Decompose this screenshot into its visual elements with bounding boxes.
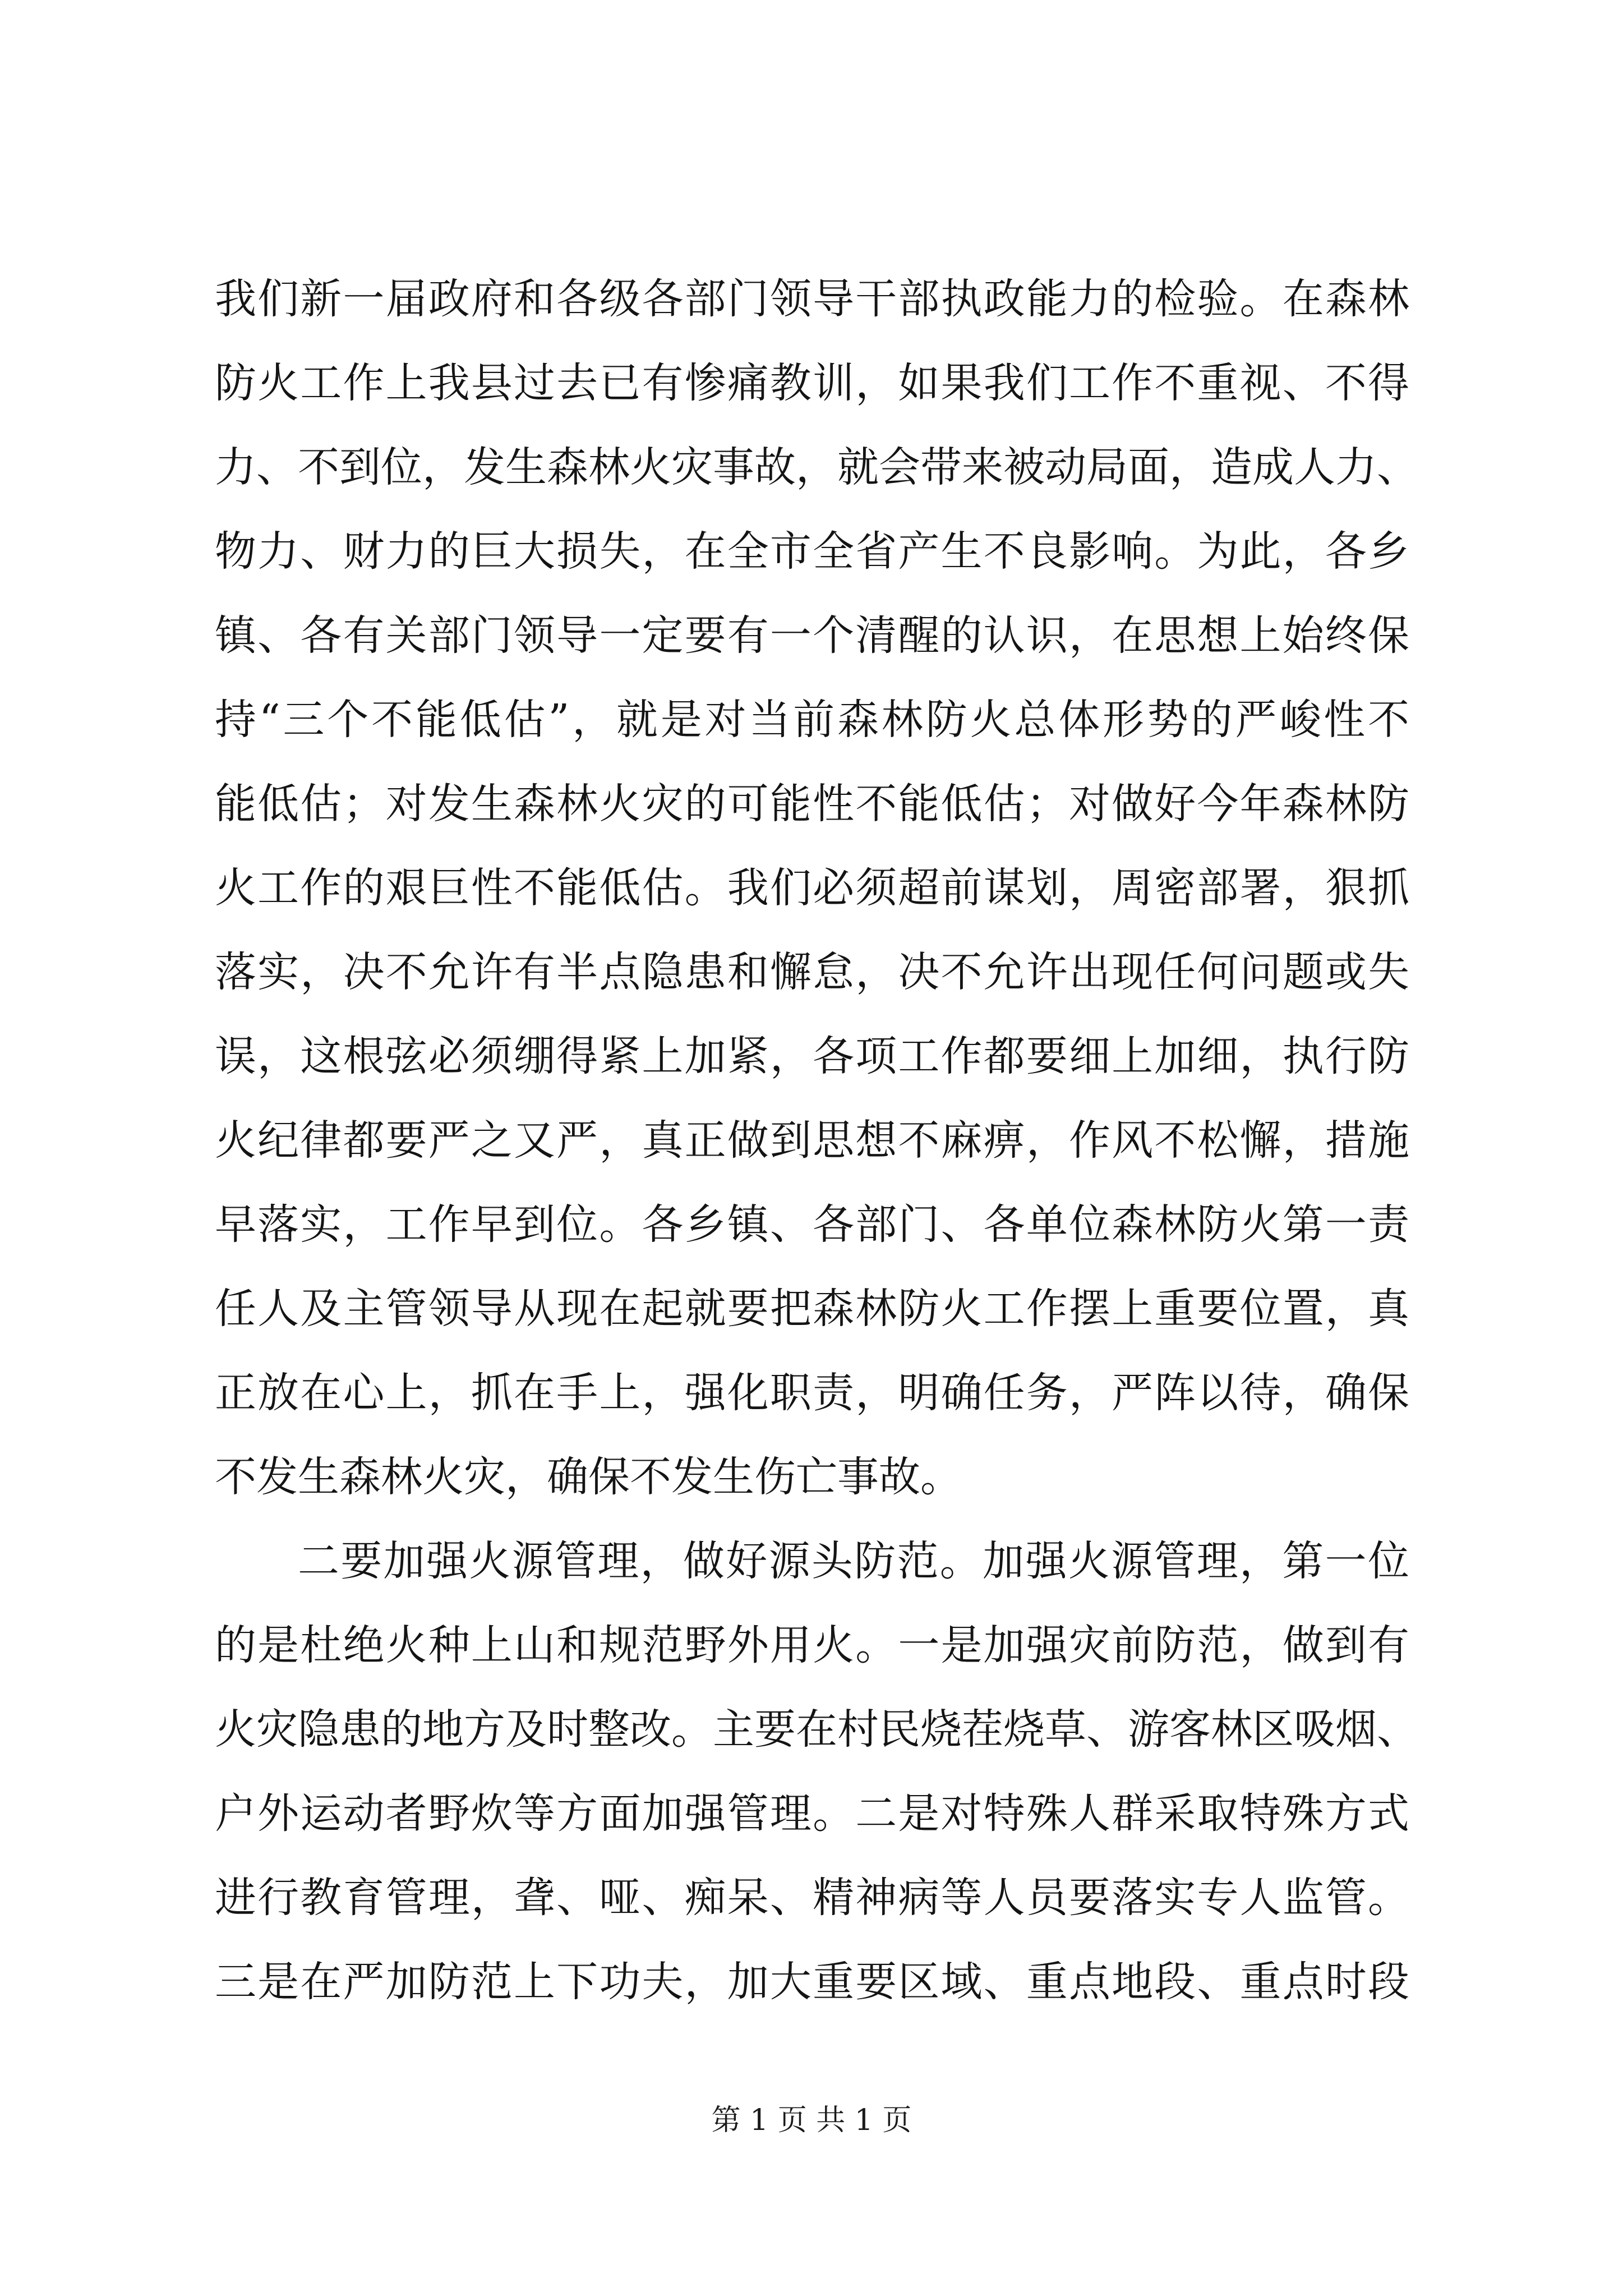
page-footer: 第 1 页 共 1 页 xyxy=(711,2104,912,2137)
text-line: 误，这根弦必须绷得紧上加紧，各项工作都要细上加细，执行防 xyxy=(215,1032,1409,1080)
text-line: 防火工作上我县过去已有惨痛教训，如果我们工作不重视、不得 xyxy=(215,359,1409,407)
text-line: 镇、各有关部门领导一定要有一个清醒的认识，在思想上始终保 xyxy=(215,611,1409,660)
text-line: 户外运动者野炊等方面加强管理。二是对特殊人群采取特殊方式 xyxy=(215,1789,1409,1838)
text-line: 正放在心上，抓在手上，强化职责，明确任务，严阵以待，确保 xyxy=(215,1369,1409,1417)
text-line: 的是杜绝火种上山和规范野外用火。一是加强灾前防范，做到有 xyxy=(215,1621,1409,1669)
text-line: 力、不到位，发生森林火灾事故，就会带来被动局面，造成人力、 xyxy=(215,443,1418,491)
text-line: 物力、财力的巨大损失，在全市全省产生不良影响。为此，各乡 xyxy=(215,527,1409,576)
text-line: 持“三个不能低估”，就是对当前森林防火总体形势的严峻性不 xyxy=(215,696,1409,744)
text-line: 落实，决不允许有半点隐患和懈怠，决不允许出现任何问题或失 xyxy=(215,948,1409,996)
text-line: 任人及主管领导从现在起就要把森林防火工作摆上重要位置，真 xyxy=(215,1285,1409,1333)
text-line: 火纪律都要严之又严，真正做到思想不麻痹，作风不松懈，措施 xyxy=(215,1116,1409,1165)
text-line: 早落实，工作早到位。各乡镇、各部门、各单位森林防火第一责 xyxy=(215,1200,1409,1249)
text-line: 进行教育管理，聋、哑、痴呆、精神病等人员要落实专人监管。 xyxy=(215,1874,1409,1922)
text-line: 二要加强火源管理，做好源头防范。加强火源管理，第一位 xyxy=(298,1537,1409,1585)
text-line: 能低估；对发生森林火灾的可能性不能低估；对做好今年森林防 xyxy=(215,780,1409,828)
text-line: 火工作的艰巨性不能低估。我们必须超前谋划，周密部署，狠抓 xyxy=(215,864,1409,912)
text-line: 不发生森林火灾，确保不发生伤亡事故。 xyxy=(215,1453,962,1501)
document-body xyxy=(215,257,1418,2024)
text-line: 火灾隐患的地方及时整改。主要在村民烧茬烧草、游客林区吸烟、 xyxy=(215,1705,1418,1754)
text-line: 我们新一届政府和各级各部门领导干部执政能力的检验。在森林 xyxy=(215,275,1409,323)
text-line: 三是在严加防范上下功夫，加大重要区域、重点地段、重点时段 xyxy=(215,1958,1409,2006)
